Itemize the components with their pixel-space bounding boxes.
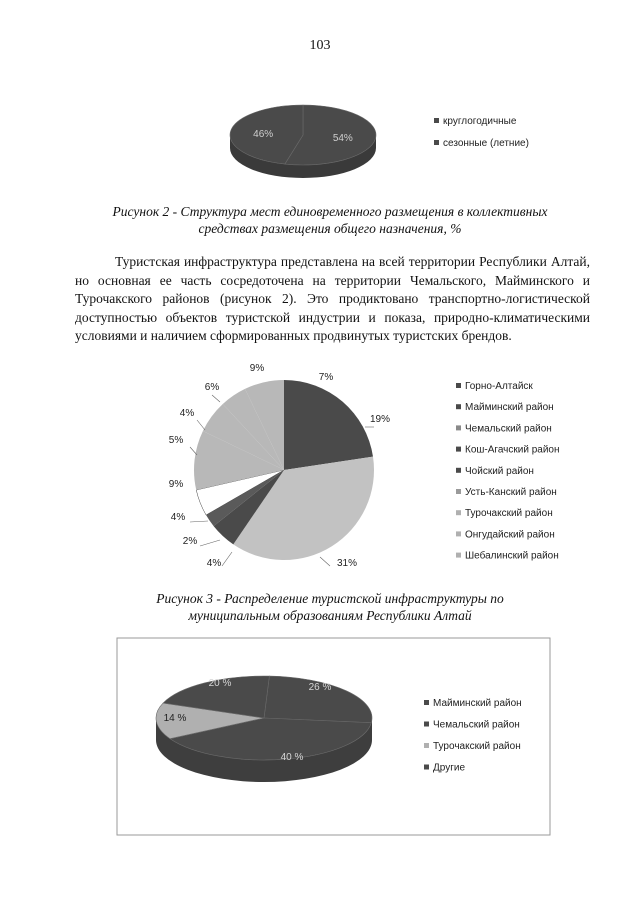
pie2-extra-label-2: 7% — [318, 372, 334, 383]
pie2-legend-усть-канский-район: Усть-Канский район — [465, 487, 557, 498]
pie2-leader-line — [190, 521, 208, 522]
pie3-legend-swatch-майминский-район — [424, 700, 429, 705]
pie2-legend-swatch-шебалинский-район — [456, 553, 461, 558]
pie2-label-чемальский-район: 4% — [206, 558, 222, 569]
pie3-label-турочакский-район: 14 % — [163, 713, 187, 724]
pie2-legend-шебалинский-район: Шебалинский район — [465, 550, 559, 562]
figure2-caption-line2: средствах размещения общего назначения, % — [198, 221, 462, 236]
figure3-caption-line2: муниципальным образованиям Республики Алтай — [188, 608, 472, 623]
pie2-leader-line — [212, 395, 220, 402]
pie3-legend-swatch-чемальский-район — [424, 722, 429, 727]
pie2-legend-онгудайский-район: Онгудайский район — [465, 529, 555, 541]
pie3-label-майминский-район: 26 % — [308, 682, 332, 693]
pie2-legend-swatch-чемальский-район — [456, 425, 461, 430]
body-paragraph: Туристская инфраструктура представлена на всей территории Республики Алтай, но основная ее часть сосредоточена на территории Чемальского, Майминского и Турочакского районов (рисунок 2). Это продиктовано транспортно-логистической доступностью объектов туристской индустрии и показа, природно-климатическими условиями и наличием сформированных продвинутых туристских брендов. — [75, 254, 590, 344]
pie2-label-турочакский-район: 5% — [168, 435, 184, 446]
pie2-legend-swatch-кош-агачский-район — [456, 447, 461, 452]
pie2-leader-line — [222, 552, 232, 566]
pie2-legend-майминский-район: Майминский район — [465, 402, 554, 414]
pie3-legend-swatch-турочакский-район — [424, 743, 429, 748]
pie2-legend-турочакский-район: Турочакский район — [465, 508, 553, 520]
pie3-legend-чемальский-район: Чемальский район — [433, 719, 520, 731]
pie2-legend-swatch-усть-канский-район — [456, 489, 461, 494]
pie3-legend-swatch-другие — [424, 765, 429, 770]
figure3-caption-line1: Рисунок 3 - Распределение туристской инфраструктуры по — [156, 591, 504, 606]
pie2-extra-label-1: 9% — [249, 363, 265, 374]
pie2-label-усть-канский-район: 9% — [168, 479, 184, 490]
pie3-legend-турочакский-район: Турочакский район — [433, 741, 521, 752]
pie2-legend-swatch-чойский-район — [456, 468, 461, 473]
pie2-leader-line — [197, 420, 205, 430]
chart-infrastructure-share — [156, 676, 522, 782]
pie2-label-майминский-район: 31% — [336, 558, 358, 569]
page-number: 103 — [309, 38, 331, 53]
pie2-label-горно-алтайск: 19% — [369, 414, 391, 425]
pie2-label-чойский-район: 4% — [170, 512, 186, 523]
pie2-label-онгудайский-район: 4% — [179, 408, 195, 419]
pie2-leader-line — [200, 540, 220, 546]
pie2-slice-горно-алтайск — [284, 380, 373, 470]
figure2-caption-line1: Рисунок 2 - Структура мест единовременного размещения в коллективных — [112, 204, 548, 219]
pie2-legend-swatch-горно-алтайск — [456, 383, 461, 388]
pie2-leader-line — [190, 447, 197, 455]
pie1-legend-сезонные-летние: сезонные (летние) — [443, 138, 529, 149]
pie3-label-чемальский-район: 40 % — [280, 752, 304, 763]
pie1-label-круглогодичные: 54% — [332, 133, 353, 145]
pie1-label-сезонные-летние: 46% — [253, 128, 274, 140]
pie2-legend-чемальский-район: Чемальский район — [465, 423, 552, 435]
pie3-legend-другие: Другие — [433, 762, 466, 774]
pie1-legend-swatch-сезонные-летние — [434, 140, 439, 145]
pie2-legend-swatch-онгудайский-район — [456, 531, 461, 536]
pie1-legend-swatch-круглогодичные — [434, 118, 439, 123]
pie2-legend-swatch-турочакский-район — [456, 510, 461, 515]
pie2-label-кош-агачский-район: 2% — [182, 536, 198, 547]
pie1-legend-круглогодичные: круглогодичные — [443, 116, 517, 127]
pie2-legend-чойский-район: Чойский район — [465, 465, 534, 477]
pie2-legend-swatch-майминский-район — [456, 404, 461, 409]
chart-accommodation-structure — [230, 105, 529, 178]
figure3-caption — [70, 590, 590, 624]
pie3-label-другие: 20 % — [208, 678, 232, 689]
pie2-leader-line — [320, 557, 330, 566]
pie2-label-шебалинский-район: 6% — [204, 382, 220, 393]
pie2-legend-горно-алтайск: Горно-Алтайск — [465, 381, 533, 392]
chart-infrastructure-distribution — [169, 363, 560, 569]
figure2-caption — [70, 203, 590, 237]
pie2-legend-кош-агачский-район: Кош-Агачский район — [465, 444, 560, 456]
pie3-legend-майминский-район: Майминский район — [433, 698, 522, 709]
